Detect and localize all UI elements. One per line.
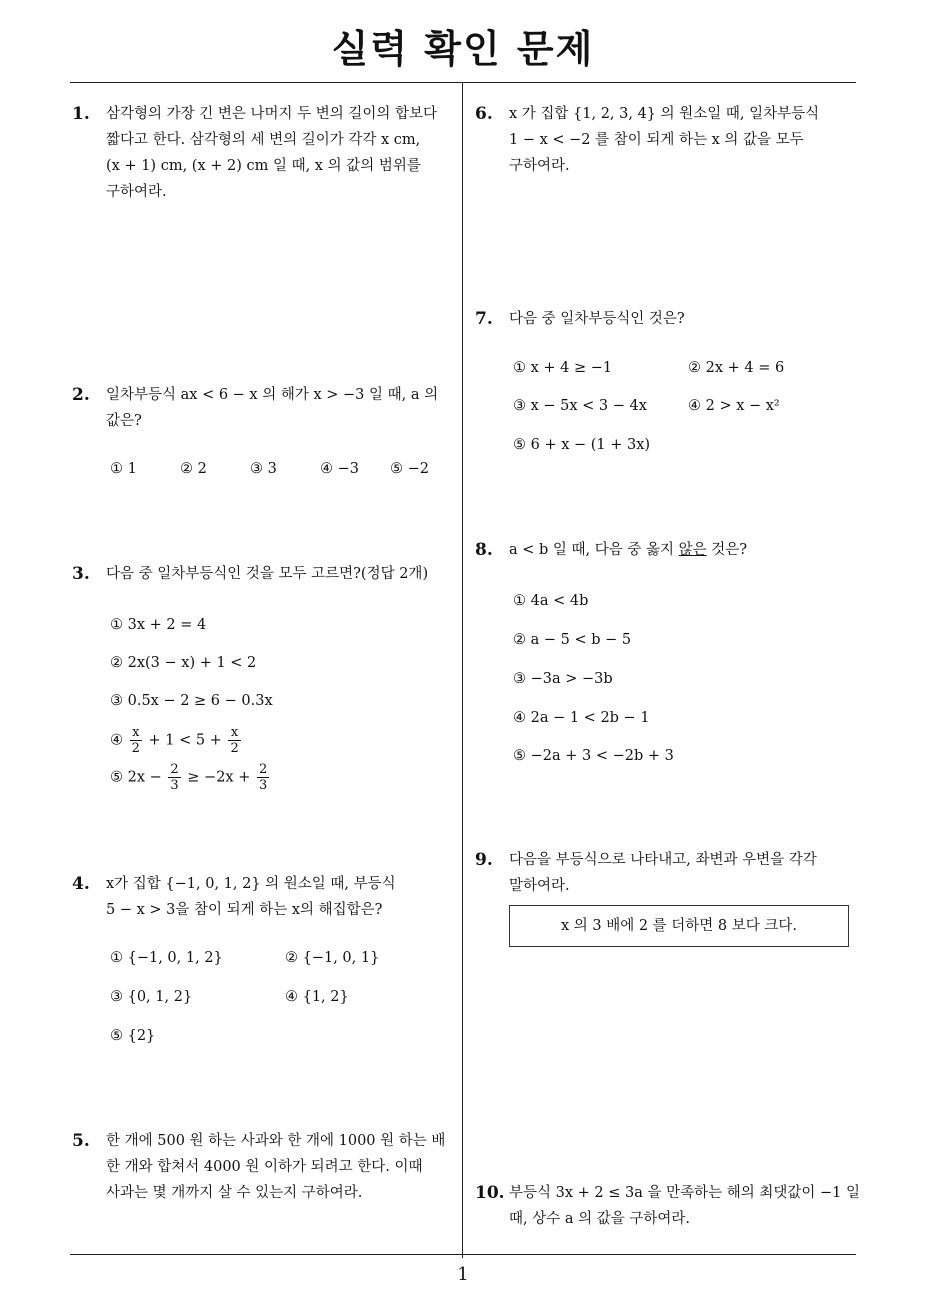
question-number: 9. [475, 850, 493, 870]
question-number: 6. [475, 104, 493, 124]
question-text: x가 집합 {−1, 0, 1, 2} 의 원소일 때, 부등식 5 − x > 3을 참이 되게 하는 x의 해집합은? [106, 876, 396, 918]
question-text: 일차부등식 ax < 6 − x 의 해가 x > −3 일 때, a 의 값은? [106, 387, 439, 429]
question-number: 10. [475, 1183, 505, 1203]
choice-4[interactable]: ④ 2 > x − x² [688, 398, 780, 414]
question-text: 다음 중 일차부등식인 것은? [509, 311, 685, 327]
question-1 [72, 101, 437, 205]
question-number: 7. [475, 309, 493, 329]
question-2 [72, 382, 438, 434]
underlined-word: 않은 [678, 542, 707, 558]
choice-1[interactable]: ① x + 4 ≥ −1 [513, 360, 613, 376]
choice-2[interactable]: ② {−1, 0, 1} [285, 950, 380, 966]
bottom-rule [70, 1254, 856, 1255]
question-7 [475, 306, 685, 332]
choice-4[interactable]: ④ $\frac{x}{2}$ + 1 < 5 + $\frac{x}{2}$ [110, 725, 239, 756]
choice-4[interactable]: ④ {1, 2} [285, 989, 349, 1005]
question-9 [475, 847, 817, 899]
choice-5[interactable]: ⑤ −2a + 3 < −2b + 3 [513, 748, 674, 764]
question-10 [475, 1180, 860, 1232]
question-number: 4. [72, 874, 90, 894]
question-text: 다음 중 일차부등식인 것을 모두 고르면?(정답 2개) [106, 566, 429, 582]
question-6 [475, 101, 819, 179]
question-text: x 가 집합 {1, 2, 3, 4} 의 원소일 때, 일차부등식 1 − x < −2 를 참이 되게 하는 x 의 값을 모두 구하여라. [509, 106, 820, 174]
question-number: 3. [72, 564, 90, 584]
choice-5[interactable]: ⑤ −2 [390, 461, 429, 477]
choice-5[interactable]: ⑤ {2} [110, 1028, 156, 1044]
question-number: 8. [475, 540, 493, 560]
question-text: 부등식 3x + 2 ≤ 3a 을 만족하는 해의 최댓값이 −1 일 때, 상수 a 의 값을 구하여라. [509, 1185, 860, 1227]
choice-2[interactable]: ② 2 [180, 461, 207, 477]
choice-1[interactable]: ① 1 [110, 461, 137, 477]
choice-4[interactable]: ④ 2a − 1 < 2b − 1 [513, 710, 650, 726]
question-4 [72, 871, 396, 923]
statement-box: x 의 3 배에 2 를 더하면 8 보다 크다. [509, 905, 849, 947]
question-number: 2. [72, 385, 90, 405]
choice-1[interactable]: ① 3x + 2 = 4 [110, 617, 207, 633]
choice-2[interactable]: ② 2x + 4 = 6 [688, 360, 785, 376]
fraction: $\frac{x}{2}$ [131, 725, 140, 756]
question-3 [72, 561, 428, 587]
choice-3[interactable]: ③ {0, 1, 2} [110, 989, 193, 1005]
page-title: 실력 확인 문제 [331, 27, 595, 71]
fraction: $\frac{2}{3}$ [170, 762, 179, 793]
question-text: a < b 일 때, 다음 중 옳지 않은 것은? [509, 542, 748, 558]
choice-3[interactable]: ③ 3 [250, 461, 277, 477]
choice-3[interactable]: ③ x − 5x < 3 − 4x [513, 398, 647, 414]
choice-3[interactable]: ③ −3a > −3b [513, 671, 613, 687]
question-text: 다음을 부등식으로 나타내고, 좌변과 우변을 각각 말하여라. [509, 852, 817, 894]
question-number: 5. [72, 1131, 90, 1151]
choice-3[interactable]: ③ 0.5x − 2 ≥ 6 − 0.3x [110, 693, 273, 709]
fraction: $\frac{2}{3}$ [258, 762, 268, 793]
fraction: $\frac{x}{2}$ [230, 725, 239, 756]
column-divider [462, 82, 463, 1258]
question-text: 삼각형의 가장 긴 변은 나머지 두 변의 길이의 합보다 짧다고 한다. 삼각형의 세 변의 길이가 각각 x cm, (x + 1) cm, (x + 2) cm 일 때, x 의 값의 범위를 구하여라. [106, 106, 438, 200]
choice-1[interactable]: ① {−1, 0, 1, 2} [110, 950, 223, 966]
question-8 [475, 537, 747, 563]
choice-4[interactable]: ④ −3 [320, 461, 359, 477]
page-number: 1 [457, 1264, 469, 1285]
choice-5[interactable]: ⑤ 2x − $\frac{2}{3}$ ≥ −2x + $\frac{2}{3}$ [110, 762, 268, 793]
choice-1[interactable]: ① 4a < 4b [513, 593, 589, 609]
choice-2[interactable]: ② a − 5 < b − 5 [513, 632, 632, 648]
choice-5[interactable]: ⑤ 6 + x − (1 + 3x) [513, 437, 651, 453]
question-text: 한 개에 500 원 하는 사과와 한 개에 1000 원 하는 배 한 개와 합쳐서 4000 원 이하가 되려고 한다. 이때 사과는 몇 개까지 살 수 있는지 구하여라. [106, 1133, 446, 1201]
question-5 [72, 1128, 445, 1206]
choice-2[interactable]: ② 2x(3 − x) + 1 < 2 [110, 655, 257, 671]
question-number: 1. [72, 104, 90, 124]
top-rule [70, 82, 856, 83]
